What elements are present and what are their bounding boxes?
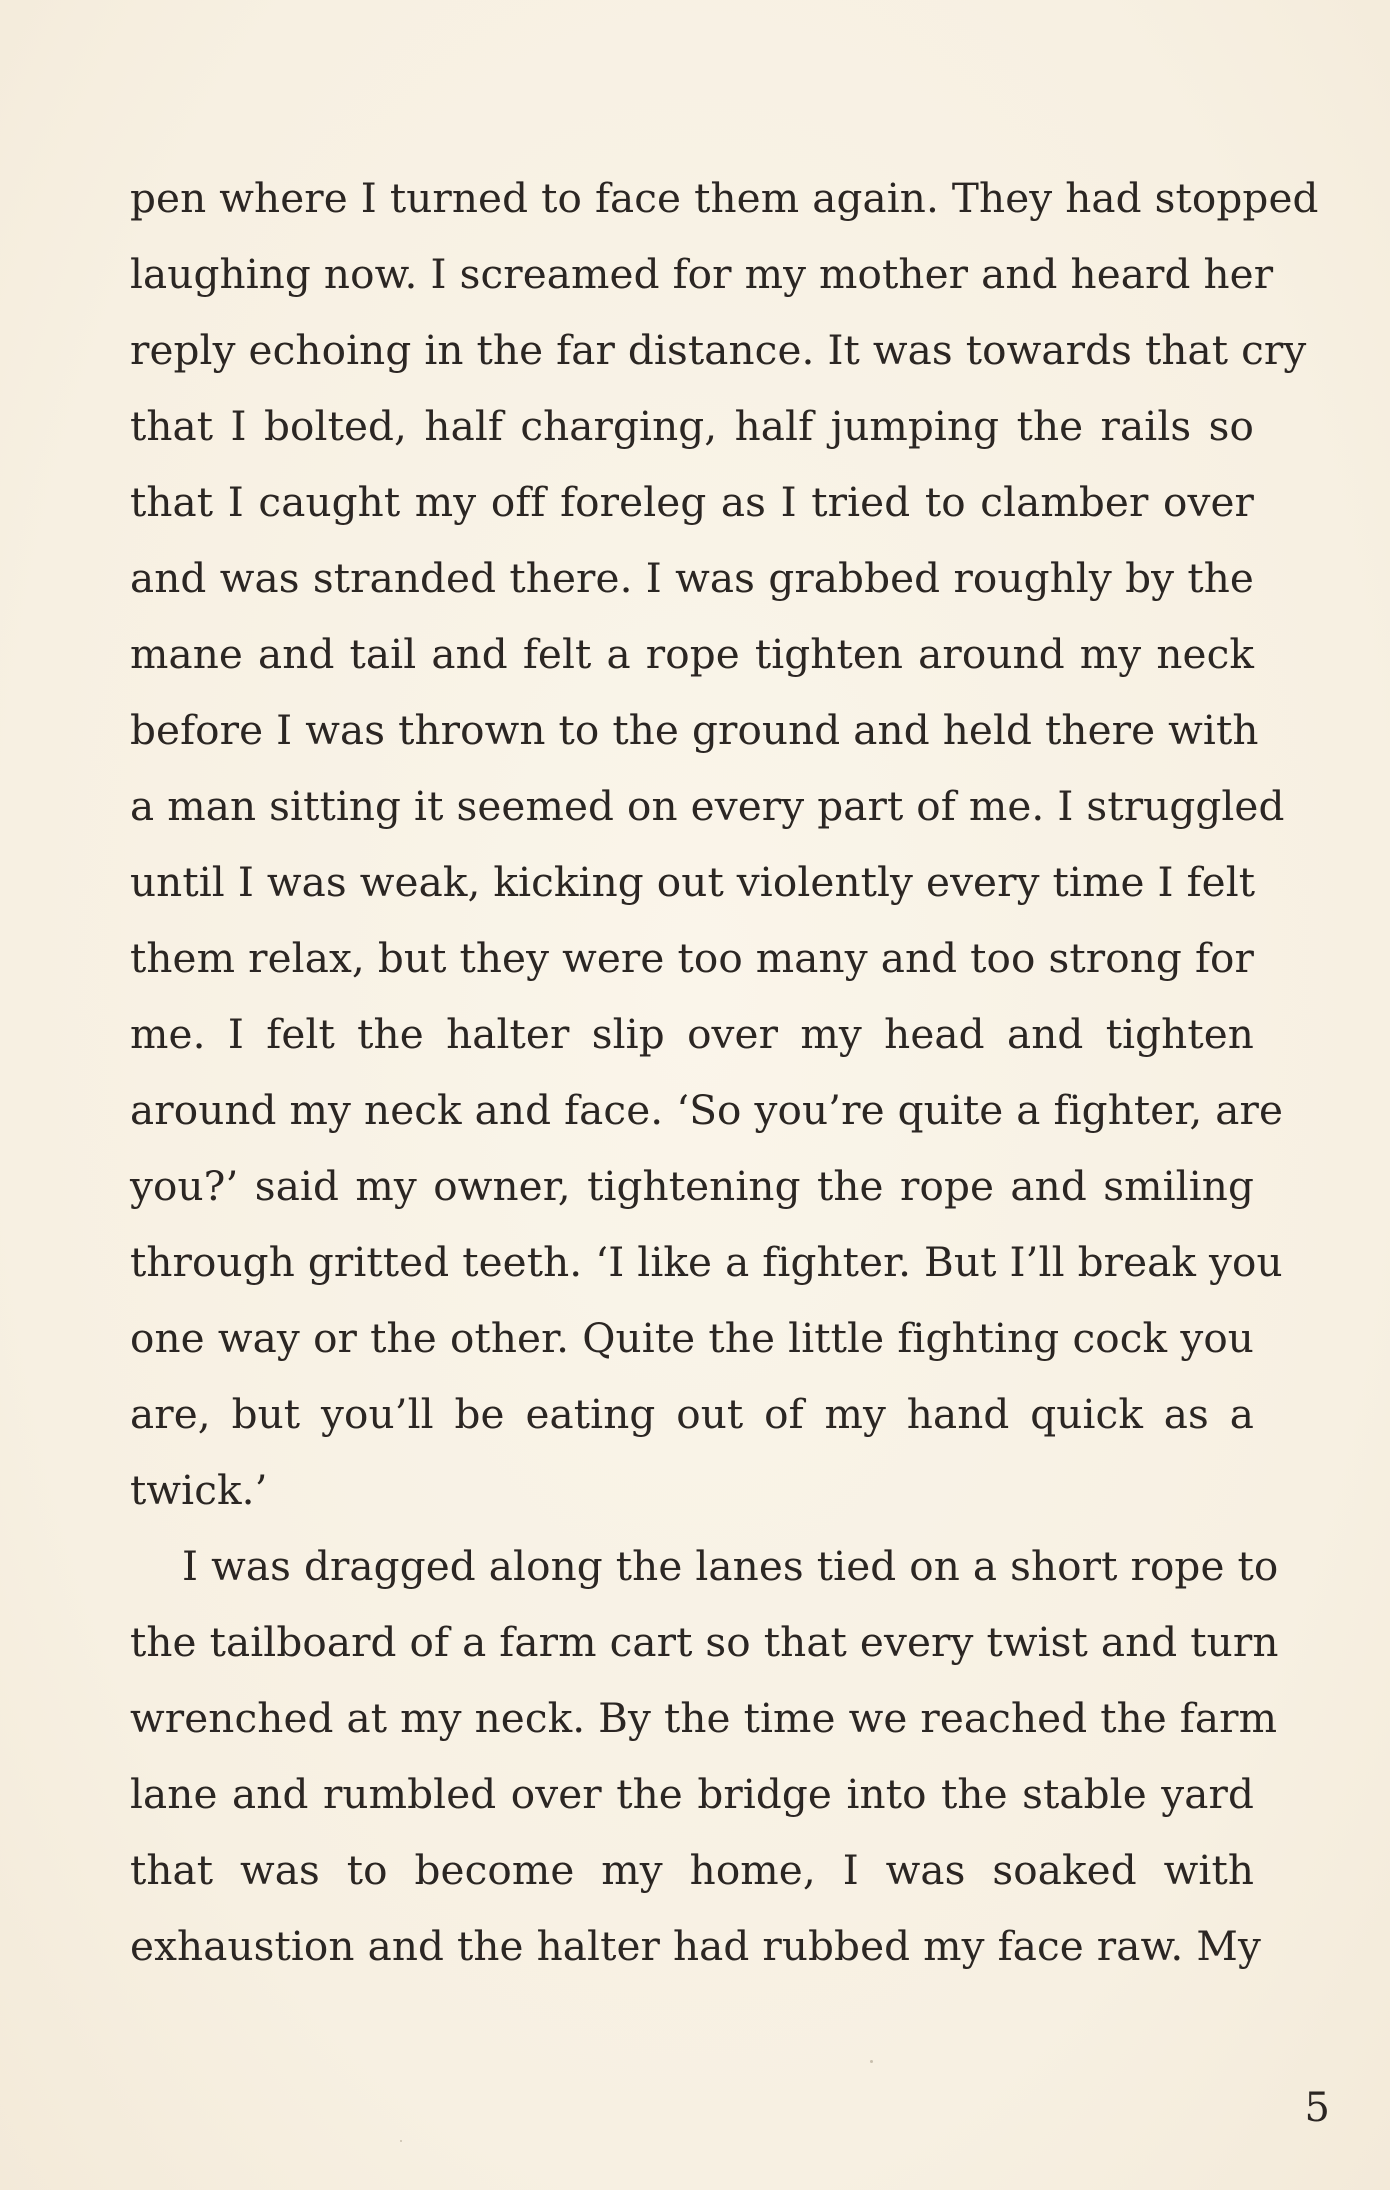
text-line: before I was thrown to the ground and held there with [130,706,1259,754]
text-line: pen where I turned to face them again. They had stopped [130,174,1319,222]
text-line: them relax, but they were too many and too strong for [130,934,1254,982]
text-line: a man sitting it seemed on every part of me. I struggled [130,782,1285,830]
text-line: me. I felt the halter slip over my head and tighten [130,1010,1254,1058]
body-text [130,160,1319,1984]
text-line: reply echoing in the far distance. It was towards that cry [130,326,1307,374]
text-line: that was to become my home, I was soaked with [130,1846,1254,1894]
text-line: wrenched at my neck. By the time we reached the farm [130,1694,1278,1742]
text-line: around my neck and face. ‘So you’re quite a fighter, are [130,1086,1284,1134]
text-line: the tailboard of a farm cart so that every twist and turn [130,1618,1279,1666]
text-line: laughing now. I screamed for my mother and heard her [130,250,1274,298]
text-line: and was stranded there. I was grabbed roughly by the [130,554,1254,602]
text-line: that I caught my off foreleg as I tried to clamber over [130,478,1254,526]
text-line: through gritted teeth. ‘I like a fighter. But I’ll break you [130,1238,1283,1286]
text-line: are, but you’ll be eating out of my hand quick as a [130,1390,1254,1438]
text-line: exhaustion and the halter had rubbed my face raw. My [130,1922,1261,1970]
paragraph-1 [130,160,1319,1528]
text-line: twick.’ [130,1466,268,1514]
text-line: one way or the other. Quite the little fighting cock you [130,1314,1254,1362]
paper-speck [870,2060,873,2063]
text-line: I was dragged along the lanes tied on a short rope to [182,1542,1279,1590]
text-line: until I was weak, kicking out violently every time I felt [130,858,1256,906]
paper-speck [400,2140,402,2142]
text-line: that I bolted, half charging, half jumping the rails so [130,402,1254,450]
text-line: you?’ said my owner, tightening the rope and smiling [130,1162,1254,1210]
page-number: 5 [1304,2085,1330,2131]
text-line: lane and rumbled over the bridge into the stable yard [130,1770,1254,1818]
text-line: mane and tail and felt a rope tighten around my neck [130,630,1254,678]
paragraph-2 [130,1528,1279,1984]
